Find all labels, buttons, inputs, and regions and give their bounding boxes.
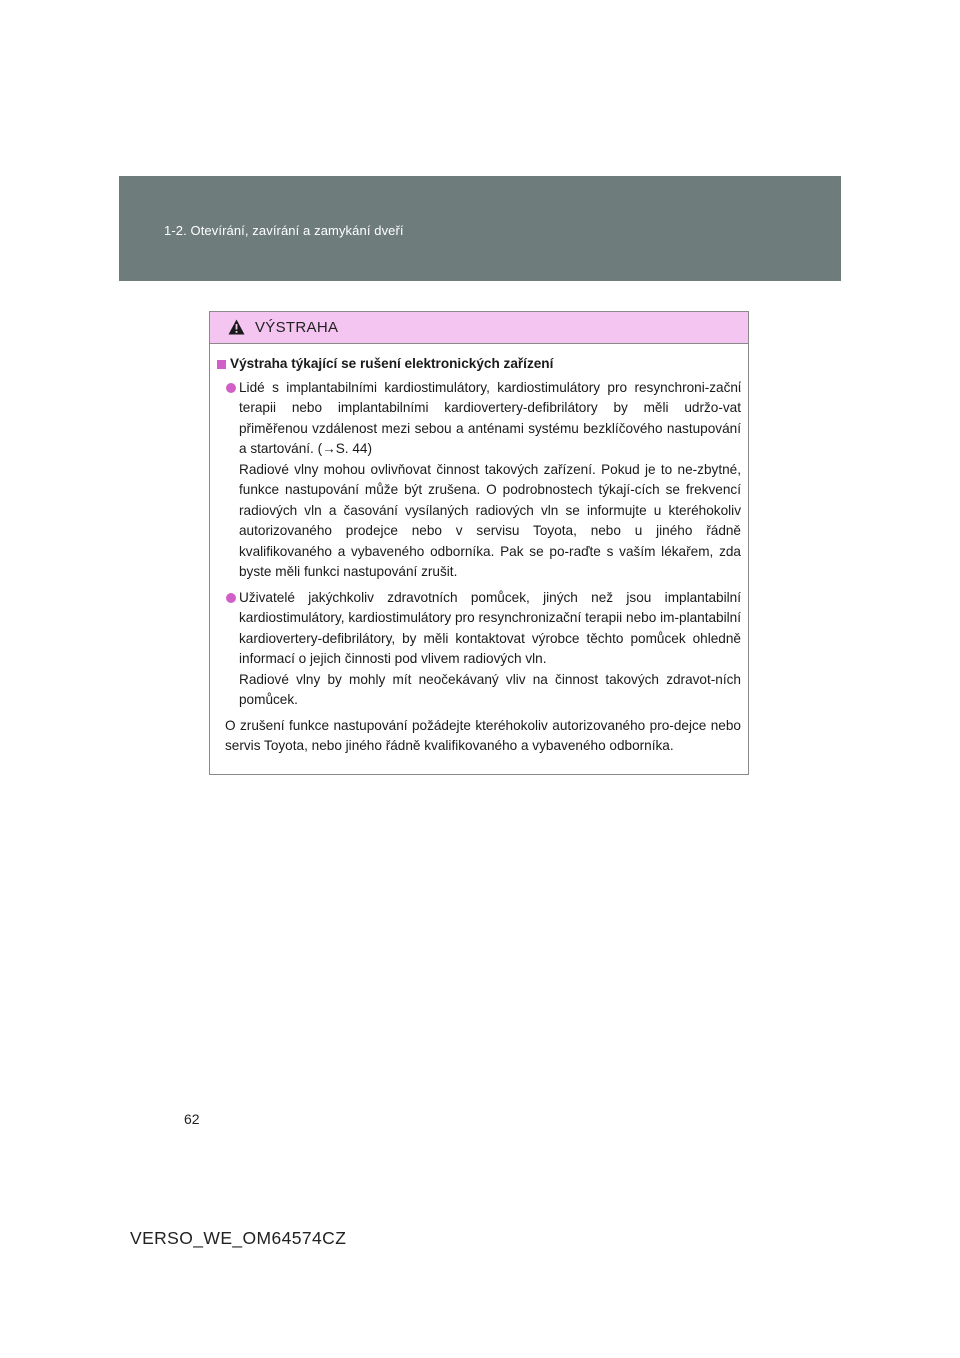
document-code: VERSO_WE_OM64574CZ	[130, 1228, 347, 1248]
section-title: 1-2. Otevírání, zavírání a zamykání dveří	[164, 223, 404, 238]
page-number: 62	[184, 1111, 200, 1127]
warning-subheading-text: Výstraha týkající se rušení elektronických zařízení	[230, 356, 554, 371]
warning-closing-text: O zrušení funkce nastupování požádejte kteréhokoliv autorizovaného pro-dejce nebo servis Toyota, nebo jiného řádně kvalifikovaného a vybaveného odborníka.	[225, 717, 741, 753]
warning-subheading	[217, 354, 741, 375]
list-item	[217, 378, 741, 583]
warning-label: VÝSTRAHA	[255, 319, 339, 336]
list-item-paragraph: Uživatelé jakýchkoliv zdravotních pomůcek, jiných než jsou implantabilní kardiostimulátory, kardiostimulátory pro resynchronizační terapii nebo im-plantabilní kardiovertery-defibrilátory, by měli kontaktovat výrobce těchto pomůcek ohledně informací o jejich činnosti pod vlivem radiových vln.	[239, 589, 741, 666]
warning-body	[210, 344, 748, 757]
warning-header	[210, 312, 748, 344]
list-item	[217, 588, 741, 711]
list-item-paragraph: Radiové vlny by mohly mít neočekávaný vliv na činnost takových zdravot-ních pomůcek.	[239, 671, 741, 707]
square-bullet-icon	[217, 360, 226, 369]
warning-box	[209, 311, 749, 775]
warning-triangle-icon	[228, 319, 245, 335]
section-header-band	[119, 176, 841, 281]
circle-bullet-icon	[226, 593, 236, 603]
circle-bullet-icon	[226, 383, 236, 393]
list-item-paragraph: Lidé s implantabilními kardiostimulátory, kardiostimulátory pro resynchroni-začnί terapii nebo implantabilními kardiovertery-defibrilátory by měli udržo-vat přiměřenou vzdálenost mezi sebou a anténami systému bezklíčového nastupování a startování. (→S. 44)	[239, 379, 741, 456]
list-item-paragraph: Radiové vlny mohou ovlivňovat činnost takových zařízení. Pokud je to ne-zbytné, funkce nastupování může být zrušena. O podrobnostech týkají-cích se frekvencí radiových vln a časování vysílaných radiových vln se informujte u kteréhokoliv autorizovaného prodejce nebo v servisu Toyota, nebo u jiného řádně kvalifikovaného a vybaveného odborníka. Pak se po-raďte s vaším lékařem, zda byste měli funkci nastupování zrušit.	[239, 461, 741, 579]
